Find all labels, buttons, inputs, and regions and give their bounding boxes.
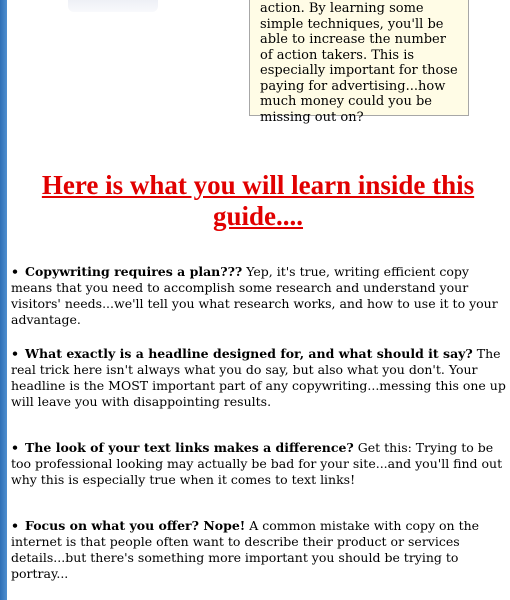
bullet-icon: • xyxy=(11,518,19,533)
bullet-lead: Copywriting requires a plan??? xyxy=(25,264,243,279)
list-item xyxy=(11,346,507,410)
list-item xyxy=(11,440,507,488)
bullet-text: The real trick here isn't always what you do say, but also what you don't. Your headline is the MOST important part of any copywriting...messing this one up will leave you with disappointing results. xyxy=(11,346,506,409)
list-item xyxy=(11,264,507,328)
bullet-icon: • xyxy=(11,440,19,455)
bullet-lead: What exactly is a headline designed for, and what should it say? xyxy=(25,346,473,361)
bullet-text: A common mistake with copy on the internet is that people often want to describe their product or services details...but there's something more important you should be trying to portray... xyxy=(11,518,480,581)
callout-box xyxy=(249,0,469,125)
bullet-icon: • xyxy=(11,346,19,361)
bullet-lead: The look of your text links makes a difference? xyxy=(25,440,354,455)
bullet-lead: Focus on what you offer? Nope! xyxy=(25,518,246,533)
product-image xyxy=(68,0,158,12)
list-item xyxy=(11,518,507,582)
left-rail xyxy=(0,0,7,600)
bullet-text: Yep, it's true, writing efficient copy means that you need to accomplish some research and understand your visitors' needs...we'll tell you what research works, and how to use it to your advantage. xyxy=(11,264,498,327)
bullet-icon: • xyxy=(11,264,19,279)
section-headline: Here is what you will learn inside this guide.... xyxy=(41,170,475,231)
callout-text: action. By learning some simple techniques, you'll be able to increase the number of action takers. This is especially important for those paying for advertising...how much money could you be missing out on? xyxy=(260,1,458,125)
bullet-text: Get this: Trying to be too professional looking may actually be bad for your site...and you'll find out why this is especially true when it comes to text links! xyxy=(11,440,503,487)
